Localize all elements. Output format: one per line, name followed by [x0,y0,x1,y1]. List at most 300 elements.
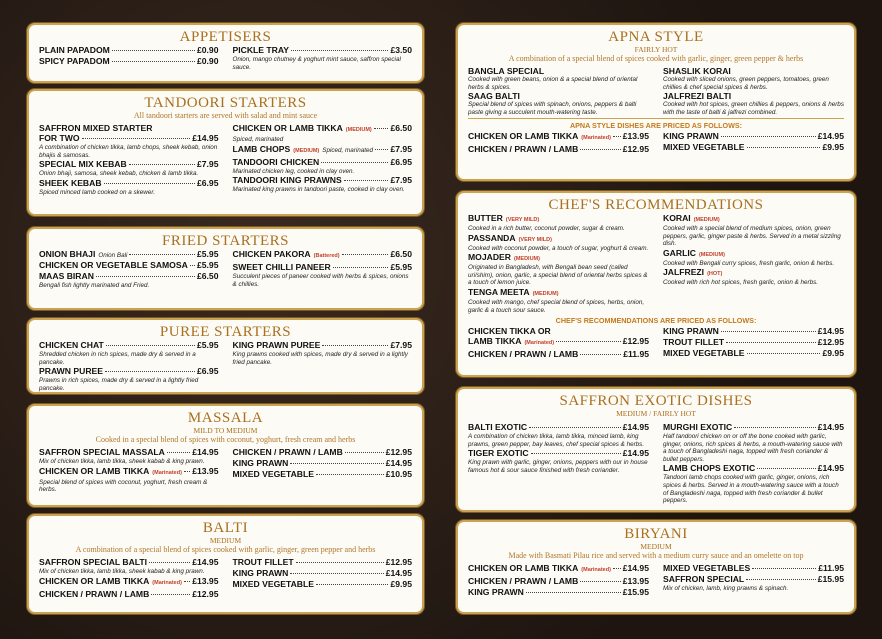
section-description: Cooked in a special blend of spices with coconut, yoghurt, fresh cream and herbs [95,435,356,444]
section-massala [27,404,424,507]
item-price: £12.95 [192,588,219,599]
item-price: £14.95 [817,422,844,432]
item-heat-tag: (VERY MILD) [518,236,552,243]
section-title: BALTI [202,520,249,536]
item-row [468,144,649,155]
item-name-row [663,248,844,260]
menu-item [39,45,219,56]
menu-item [663,66,844,91]
menu-item [663,131,844,142]
item-price: £14.95 [622,563,649,573]
item-name-row [663,213,844,225]
section-fried-starters [27,227,424,310]
item-name-row [468,233,649,245]
item-name: GARLIC [663,247,696,258]
item-name: SAFFRON SPECIAL [663,574,745,584]
item-row [663,348,844,359]
item-description: Mix of chicken, lamb, king prawns & spinach. [663,585,789,592]
menu-item [233,144,413,157]
menu-column [663,131,844,155]
item-heat-tag: (Marinated) [581,135,611,142]
dot-leader [374,128,389,129]
item-heat-tag: (MEDIUM) [513,256,540,263]
item-price: £14.95 [385,568,412,578]
item-name: TANDOORI KING PRAWNS [232,175,342,186]
dot-leader [345,452,384,453]
menu-item [39,123,219,159]
item-row [233,249,413,262]
dot-leader [752,568,816,569]
item-heat-tag: (MEDIUM) [345,127,372,133]
item-name: KING PRAWN [468,587,524,597]
item-price: £9.95 [822,348,844,359]
item-price: £15.95 [817,574,844,584]
item-row [39,447,219,458]
item-name: PLAIN PAPADOM [39,45,110,55]
menu-item [468,66,649,91]
dot-leader [316,474,384,475]
item-description: Originated in Bangladesh, with Bengali bean seed (called uri/shim), onion, garlic, a special blend of oriental herbs spices & a touch of lemon juice. [468,264,648,287]
dot-leader [184,471,190,472]
item-price: £14.95 [385,458,412,468]
menu-item [39,178,219,197]
menu-item [663,574,844,593]
item-heat-tag: (Marinated) [152,579,182,586]
item-name: LAMB CHOPS EXOTIC [663,463,756,474]
item-name: CHICKEN / PRAWN / LAMB [232,447,343,457]
item-price: £13.95 [622,131,649,142]
item-price: £12.95 [622,144,649,155]
section-chefs-recommendations [456,191,856,377]
item-name: KORAI [663,213,691,223]
item-row [39,576,219,589]
dot-leader [734,427,815,428]
item-name: CHICKEN TIKKA OR [468,326,551,337]
item-name: SPECIAL MIX KEBAB [39,159,127,170]
menu-column [468,563,649,598]
item-price: £6.95 [196,177,219,188]
item-description: Special blend of spices with spinach, onions, peppers & balti paste giving a succulent mouth-watering taste. [468,101,637,116]
menu-column [468,66,649,116]
item-name: CHICKEN OR LAMB TIKKA [468,563,579,573]
menu-item [233,249,413,262]
dot-leader [167,452,190,453]
item-name: JALFREZI BALTI [663,91,732,102]
dot-leader [321,162,388,163]
item-price: £14.95 [622,448,649,459]
item-name-row [468,66,649,76]
item-description: Cooked with coconut powder, a touch of sugar, yoghurt & cream. [468,244,649,252]
item-name: KING PRAWN [232,458,289,468]
menu-item [663,563,844,574]
menu-item [39,366,219,392]
menu-item [468,349,649,360]
item-row [468,563,649,576]
menu-item [663,326,844,337]
item-description: Special blend of spices with coconut, yoghurt, fresh cream & herbs. [39,478,208,494]
dot-leader [746,579,816,580]
dot-leader [747,353,821,354]
item-name-row [663,267,844,279]
item-name: PICKLE TRAY [232,45,290,55]
item-heat-tag: (MEDIUM) [698,251,725,258]
menu-column [233,447,413,494]
menu-column [663,326,844,360]
section-title: PUREE STARTERS [159,324,292,340]
dot-leader [613,568,621,569]
item-name: ONION BHAJI [39,249,96,259]
section-title: BIRYANI [624,526,688,542]
menu-item [39,576,219,589]
item-name: SAFFRON SPECIAL BALTI [39,557,148,567]
section-title: APPETISERS [179,29,272,45]
menu-item [233,469,413,480]
item-price: £9.95 [390,579,412,589]
item-name: TENGA MEETA [468,286,530,297]
menu-item [233,557,413,568]
dot-leader [316,584,388,585]
dot-leader [344,180,389,181]
menu-column [468,326,649,360]
item-name: MOJADER [468,252,511,263]
item-row [39,159,219,170]
item-price: £11.95 [818,563,844,573]
item-name: CHICKEN / PRAWN / LAMB [468,144,579,155]
dot-leader [96,276,195,277]
item-description: Cooked with green beans, onion & a special blend of oriental herbs & spices. [468,76,638,91]
section-subtitle: MEDIUM [640,542,672,551]
item-name: CHICKEN / PRAWN / LAMB [468,576,579,586]
dot-leader [721,136,816,137]
item-description: Cooked in a rich butter, coconut powder, sugar & cream. [468,225,625,232]
item-inline-note: Onion Bali [98,252,128,259]
item-price: £13.95 [622,576,649,586]
item-price: £5.95 [196,340,219,350]
menu-column [468,422,649,505]
item-heat-tag: (Battered) [313,253,340,259]
menu-item [233,579,413,590]
item-price: £15.95 [622,587,649,597]
dot-leader [757,468,816,469]
item-name: SHASLIK KORAI [663,66,731,76]
item-name: JALFREZI [663,267,705,278]
item-row [233,175,413,186]
dot-leader [184,581,190,582]
item-price: £6.95 [196,366,219,377]
section-title: APNA STYLE [608,29,704,45]
dot-leader [290,463,383,464]
item-row [468,349,649,360]
item-description: Cooked with rich hot spices, fresh garlic, onion & herbs. [663,279,819,287]
item-name: KING PRAWN [232,568,289,578]
section-title: TANDOORI STARTERS [144,95,307,111]
item-row [39,557,219,568]
item-price: £7.95 [390,340,412,350]
item-description: King prawns cooked with spices, made dry & served in a lightly fried pancake. [232,351,408,366]
menu-item [663,213,844,248]
menu-column [468,131,649,155]
item-name-row [468,91,649,101]
item-description: Mix of chicken tikka, lamb tikka, sheek kabab & king prawn. [39,568,205,575]
item-row [663,463,844,474]
menu-item [39,466,219,494]
item-row [233,340,413,351]
section-description: All tandoori starters are served with salad and mint sauce [133,111,318,120]
menu-item [663,248,844,268]
item-row [233,557,413,568]
menu-item [468,326,649,349]
item-row [39,271,219,282]
item-price: £0.90 [196,45,219,55]
item-price: £7.95 [196,159,219,170]
item-name: CHICKEN PAKORA [232,249,311,259]
item-description: Half tandoori chicken on or off the bone cooked with garlic, ginger, onions, rich spices & herbs, a mouth-watering sauce with a touch of Bangladeshi naga, topped with fresh coriander & bullet peppers. [663,433,843,463]
dot-leader [613,136,621,137]
dot-leader [580,581,620,582]
item-heat-tag: (Marinated) [152,469,182,476]
menu-item [39,447,219,466]
menu-column [233,45,413,71]
item-name: LAMB CHOPS [232,143,291,154]
item-name-row [663,91,844,101]
item-description: Cooked with sliced onions, green peppers, tomatoes, green chillies & chef special spices & herbs. [663,76,829,91]
item-name: KING PRAWN [663,326,719,337]
section-title: FRIED STARTERS [162,233,289,249]
item-row [233,45,413,56]
menu-item [39,589,219,600]
menu-item [39,249,219,260]
item-row [233,579,413,590]
section-description: A combination of a special blend of spices cooked with garlic, ginger, green pepper and herbs [75,545,376,554]
menu-item [468,213,649,233]
item-name: TIGER EXOTIC [468,448,529,459]
priced-header: CHEF'S RECOMMENDATIONS ARE PRICED AS FOLLOWS: [555,316,757,326]
menu-item [233,262,413,288]
dot-leader [333,267,389,268]
item-row [39,466,219,479]
item-row [39,45,219,56]
item-row [39,249,219,260]
item-row [233,144,413,157]
menu-item [39,271,219,290]
item-row [468,576,649,587]
item-row [39,589,219,600]
item-name: MURGHI EXOTIC [663,422,733,432]
dot-leader [104,183,195,184]
item-price: £7.95 [390,143,412,154]
menu-item [468,448,649,474]
item-price: £3.50 [390,45,412,55]
menu-item [663,267,844,287]
item-name: TANDOORI CHICKEN [232,156,320,167]
item-price: £6.50 [390,123,412,133]
item-description: Bengali fish lightly marinated and Fried. [39,282,150,289]
dot-leader [149,562,190,563]
item-name: FOR TWO [39,133,80,143]
item-row [468,448,649,459]
item-name: MIXED VEGETABLE [663,348,745,359]
item-row [663,422,844,433]
item-name-row [663,66,844,76]
item-name: CHICKEN OR VEGETABLE SAMOSA [39,260,188,270]
dot-leader [375,149,388,150]
item-name: SAFFRON MIXED STARTER [39,123,153,133]
item-price: £12.95 [385,447,412,457]
menu-item [468,587,649,598]
item-price: £14.95 [817,131,844,142]
item-name: CHICKEN / PRAWN / LAMB [39,588,150,599]
item-heat-tag: (MEDIUM) [293,147,320,154]
item-inline-note: Spiced, marinated [322,146,374,154]
menu-item [468,91,649,116]
section-title: SAFFRON EXOTIC DISHES [559,393,753,409]
dot-leader [556,341,621,342]
dot-leader [322,345,388,346]
menu-column [663,422,844,505]
item-description: Shredded chicken in rich spices, made dry & served in a pancake. [39,351,196,366]
item-name: SWEET CHILLI PANEER [232,262,331,272]
item-name: MIXED VEGETABLES [663,563,751,573]
menu-column [233,249,413,290]
menu-item [39,260,219,271]
item-price: £11.95 [623,349,649,360]
menu-item [468,422,649,448]
dot-leader [190,265,195,266]
dot-leader [151,594,190,595]
item-name: CHICKEN / PRAWN / LAMB [468,349,579,360]
item-row [233,469,413,480]
item-name: MIXED VEGETABLE [232,579,314,589]
item-name: LAMB TIKKA [468,336,522,347]
menu-item [468,131,649,144]
item-name-row [468,287,649,299]
item-row [39,366,219,377]
dot-leader [721,331,816,332]
menu-item [39,557,219,576]
item-name: CHICKEN OR LAMB TIKKA [232,123,343,133]
menu-item [663,142,844,153]
dot-leader [129,254,195,255]
item-description: Mix of chicken tikka, lamb tikka, sheek kabab & king prawn. [39,458,205,465]
item-price: £13.95 [192,575,219,586]
section-apna-style [456,23,856,181]
item-price: £14.95 [192,133,219,143]
item-name-row [468,252,649,264]
menu-item [233,45,413,71]
item-price: £12.95 [817,337,844,348]
menu-column [39,340,219,392]
dot-leader [112,61,195,62]
item-name: SPICY PAPADOM [39,56,110,66]
item-row [39,340,219,351]
dot-leader [291,50,388,51]
menu-column [39,45,219,71]
menu-item [663,337,844,348]
item-price: £5.95 [390,262,412,272]
item-price: £14.95 [192,447,219,457]
menu-item [663,422,844,463]
menu-item [468,233,649,253]
menu-item [468,252,649,287]
menu-column [663,213,844,314]
item-row [468,336,649,349]
item-name: SHEEK KEBAB [39,177,102,188]
section-subtitle: MILD TO MEDIUM [193,426,258,435]
item-price: £6.50 [196,271,219,281]
item-row [663,563,844,574]
item-price: £5.95 [196,260,219,270]
divider [468,118,844,119]
item-price: £5.95 [196,249,219,259]
section-subtitle: MEDIUM / FAIRLY HOT [616,409,696,418]
item-description: Cooked with a special blend of medium spices, onion, green peppers, garlic, ginger paste & herbs. Served in a metal sizzling dish. [663,225,841,248]
menu-item [468,144,649,155]
menu-item [468,563,649,576]
menu-column [39,249,219,290]
item-description: Marinated chicken leg, cooked in clay oven. [232,167,355,175]
item-row [39,56,219,67]
section-balti [27,514,424,614]
dot-leader [296,562,384,563]
dot-leader [82,138,191,139]
menu-item [233,447,413,458]
item-description: Cooked with hot spices, green chillies & peppers, onions & herbs with the taste of balti & jalfrezi combined. [663,101,844,116]
item-price: £14.95 [817,463,844,474]
menu-item [468,287,649,314]
dot-leader [726,342,816,343]
item-name: PRAWN PUREE [39,366,103,377]
section-description: Made with Basmati Pilau rice and served with a medium curry sauce and an omelette on top [508,551,804,560]
menu-column [233,557,413,600]
section-subtitle: MEDIUM [209,536,242,545]
menu-item [233,157,413,176]
item-price: £12.95 [385,557,412,567]
item-description: Onion bhaji, samosa, sheek kebab, chicken & lamb tikka. [39,170,199,178]
item-name: CHICKEN OR LAMB TIKKA [468,131,579,142]
item-price: £6.95 [390,156,412,167]
item-name: CHICKEN CHAT [39,340,104,350]
section-subtitle: FAIRLY HOT [634,45,678,54]
item-description: Cooked with Bengali curry spices, fresh garlic, onion & herbs. [663,259,835,267]
item-description: Onion, mango chutney & yoghurt mint sauce, saffron special sauce. [232,56,401,71]
item-heat-tag: (HOT) [707,271,723,278]
item-description: Prawns in rich spices, made dry & served in a lightly fried pancake. [39,377,199,392]
menu-column [39,557,219,600]
menu-column [233,340,413,392]
item-name: BUTTER [468,213,503,223]
item-price: £7.95 [390,175,412,186]
dot-leader [580,149,620,150]
item-description: Marinated king prawns in tandoori paste, cooked in clay oven. [232,186,405,194]
item-description: Succulent pieces of paneer cooked with herbs & spices, onions & chillies. [232,273,409,288]
menu-item [233,568,413,579]
item-heat-tag: (MEDIUM) [693,217,720,223]
dot-leader [747,147,821,148]
item-name: KING PRAWN [663,131,719,142]
item-name-row [468,213,649,225]
dot-leader [342,254,389,255]
item-description: Tandoori lamb chops cooked with garlic, ginger, onions, rich spices & herbs. Served in a mouth-watering sauce with a touch of Bangladeshi naga, topped with fresh coriander & bullet peppers. [663,474,839,505]
priced-header: APNA STYLE DISHES ARE PRICED AS FOLLOWS: [569,121,743,131]
item-name: TROUT FILLET [232,557,294,567]
item-description: King prawn with garlic, ginger, onions, peppers with our in house famous hot & sour sauce finished with fresh coriander. [468,459,648,474]
menu-item [663,463,844,504]
dot-leader [580,354,621,355]
item-name: SAFFRON SPECIAL MASSALA [39,447,165,457]
dot-leader [531,453,621,454]
item-price: £9.95 [822,142,844,153]
menu-item [233,123,413,144]
